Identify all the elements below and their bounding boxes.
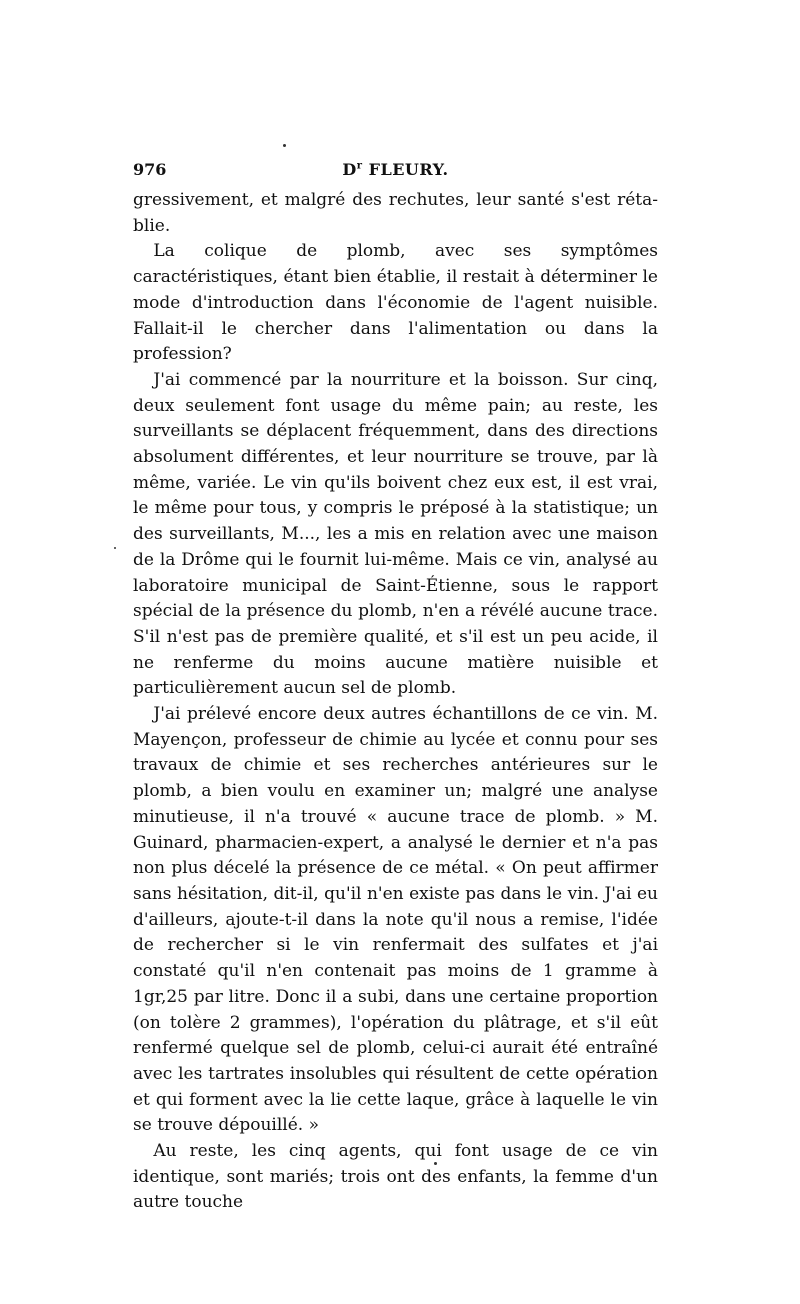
running-head xyxy=(133,160,658,179)
paragraph: J'ai prélevé encore deux autres échantillons de ce vin. M. Mayençon, professeur de chimie au lycée et connu pour ses travaux de chimie et ses recherches antérieures sur le plomb, a bien voulu en examiner un; malgré une analyse minutieuse, il n'a trouvé « aucune trace de plomb. » M. Guinard, pharmacien-expert, a analysé le dernier et n'a pas non plus décelé la présence de ce métal. « On peut affirmer sans hésitation, dit-il, qu'il n'en existe pas dans le vin. J'ai eu d'ailleurs, ajoute-t-il dans la note qu'il nous a remise, l'idée de rechercher si le vin renfermait des sulfates et j'ai constaté qu'il n'en contenait pas moins de 1 gramme à 1gr,25 par litre. Donc il a subi, dans une certaine proportion (on tolère 2 grammes), l'opération du plâtrage, et s'il eût renfermé quelque sel de plomb, celui-ci aurait été entraîné avec les tartrates insolubles qui résultent de cette opération et qui forment avec la lie cette laque, grâce à laquelle le vin se trouve dépouillé. » xyxy=(133,704,658,1136)
page-header xyxy=(133,160,658,182)
print-speck xyxy=(114,547,116,549)
paragraph: La colique de plomb, avec ses symptômes caractéristiques, étant bien établie, il restait à déterminer le mode d'introduction dans l'économie de l'agent nuisible. Fallait-il le chercher dans l'alimentation ou dans la profession? xyxy=(133,241,658,365)
running-head-prefix: D xyxy=(342,160,357,179)
paragraph: Au reste, les cinq agents, qui font usage de ce vin identique, sont mariés; trois ont des enfants, la femme d'un autre touche xyxy=(133,1141,658,1213)
running-head-name: FLEURY. xyxy=(362,160,449,179)
page-number: 976 xyxy=(133,160,167,179)
running-head-sup: r xyxy=(356,160,363,172)
print-speck xyxy=(283,144,286,147)
paragraph: J'ai commencé par la nourriture et la boisson. Sur cinq, deux seulement font usage du même pain; au reste, les surveillants se déplacent fréquemment, dans des directions absolument différentes, et leur nourriture se trouve, par là même, variée. Le vin qu'ils boivent chez eux est, il est vrai, le même pour tous, y compris le préposé à la statistique; un des surveillants, M..., les a mis en relation avec une maison de la Drôme qui le fournit lui-même. Mais ce vin, analysé au laboratoire municipal de Saint-Étienne, sous le rapport spécial de la présence du plomb, n'en a révélé aucune trace. S'il n'est pas de première qualité, et s'il est un peu acide, il ne renferme du moins aucune matière nuisible et particulièrement aucun sel de plomb. xyxy=(133,369,658,699)
print-speck xyxy=(434,1162,437,1165)
body-text xyxy=(133,188,658,1216)
paragraph: gressivement, et malgré des rechutes, leur santé s'est réta-blie. xyxy=(133,190,658,236)
